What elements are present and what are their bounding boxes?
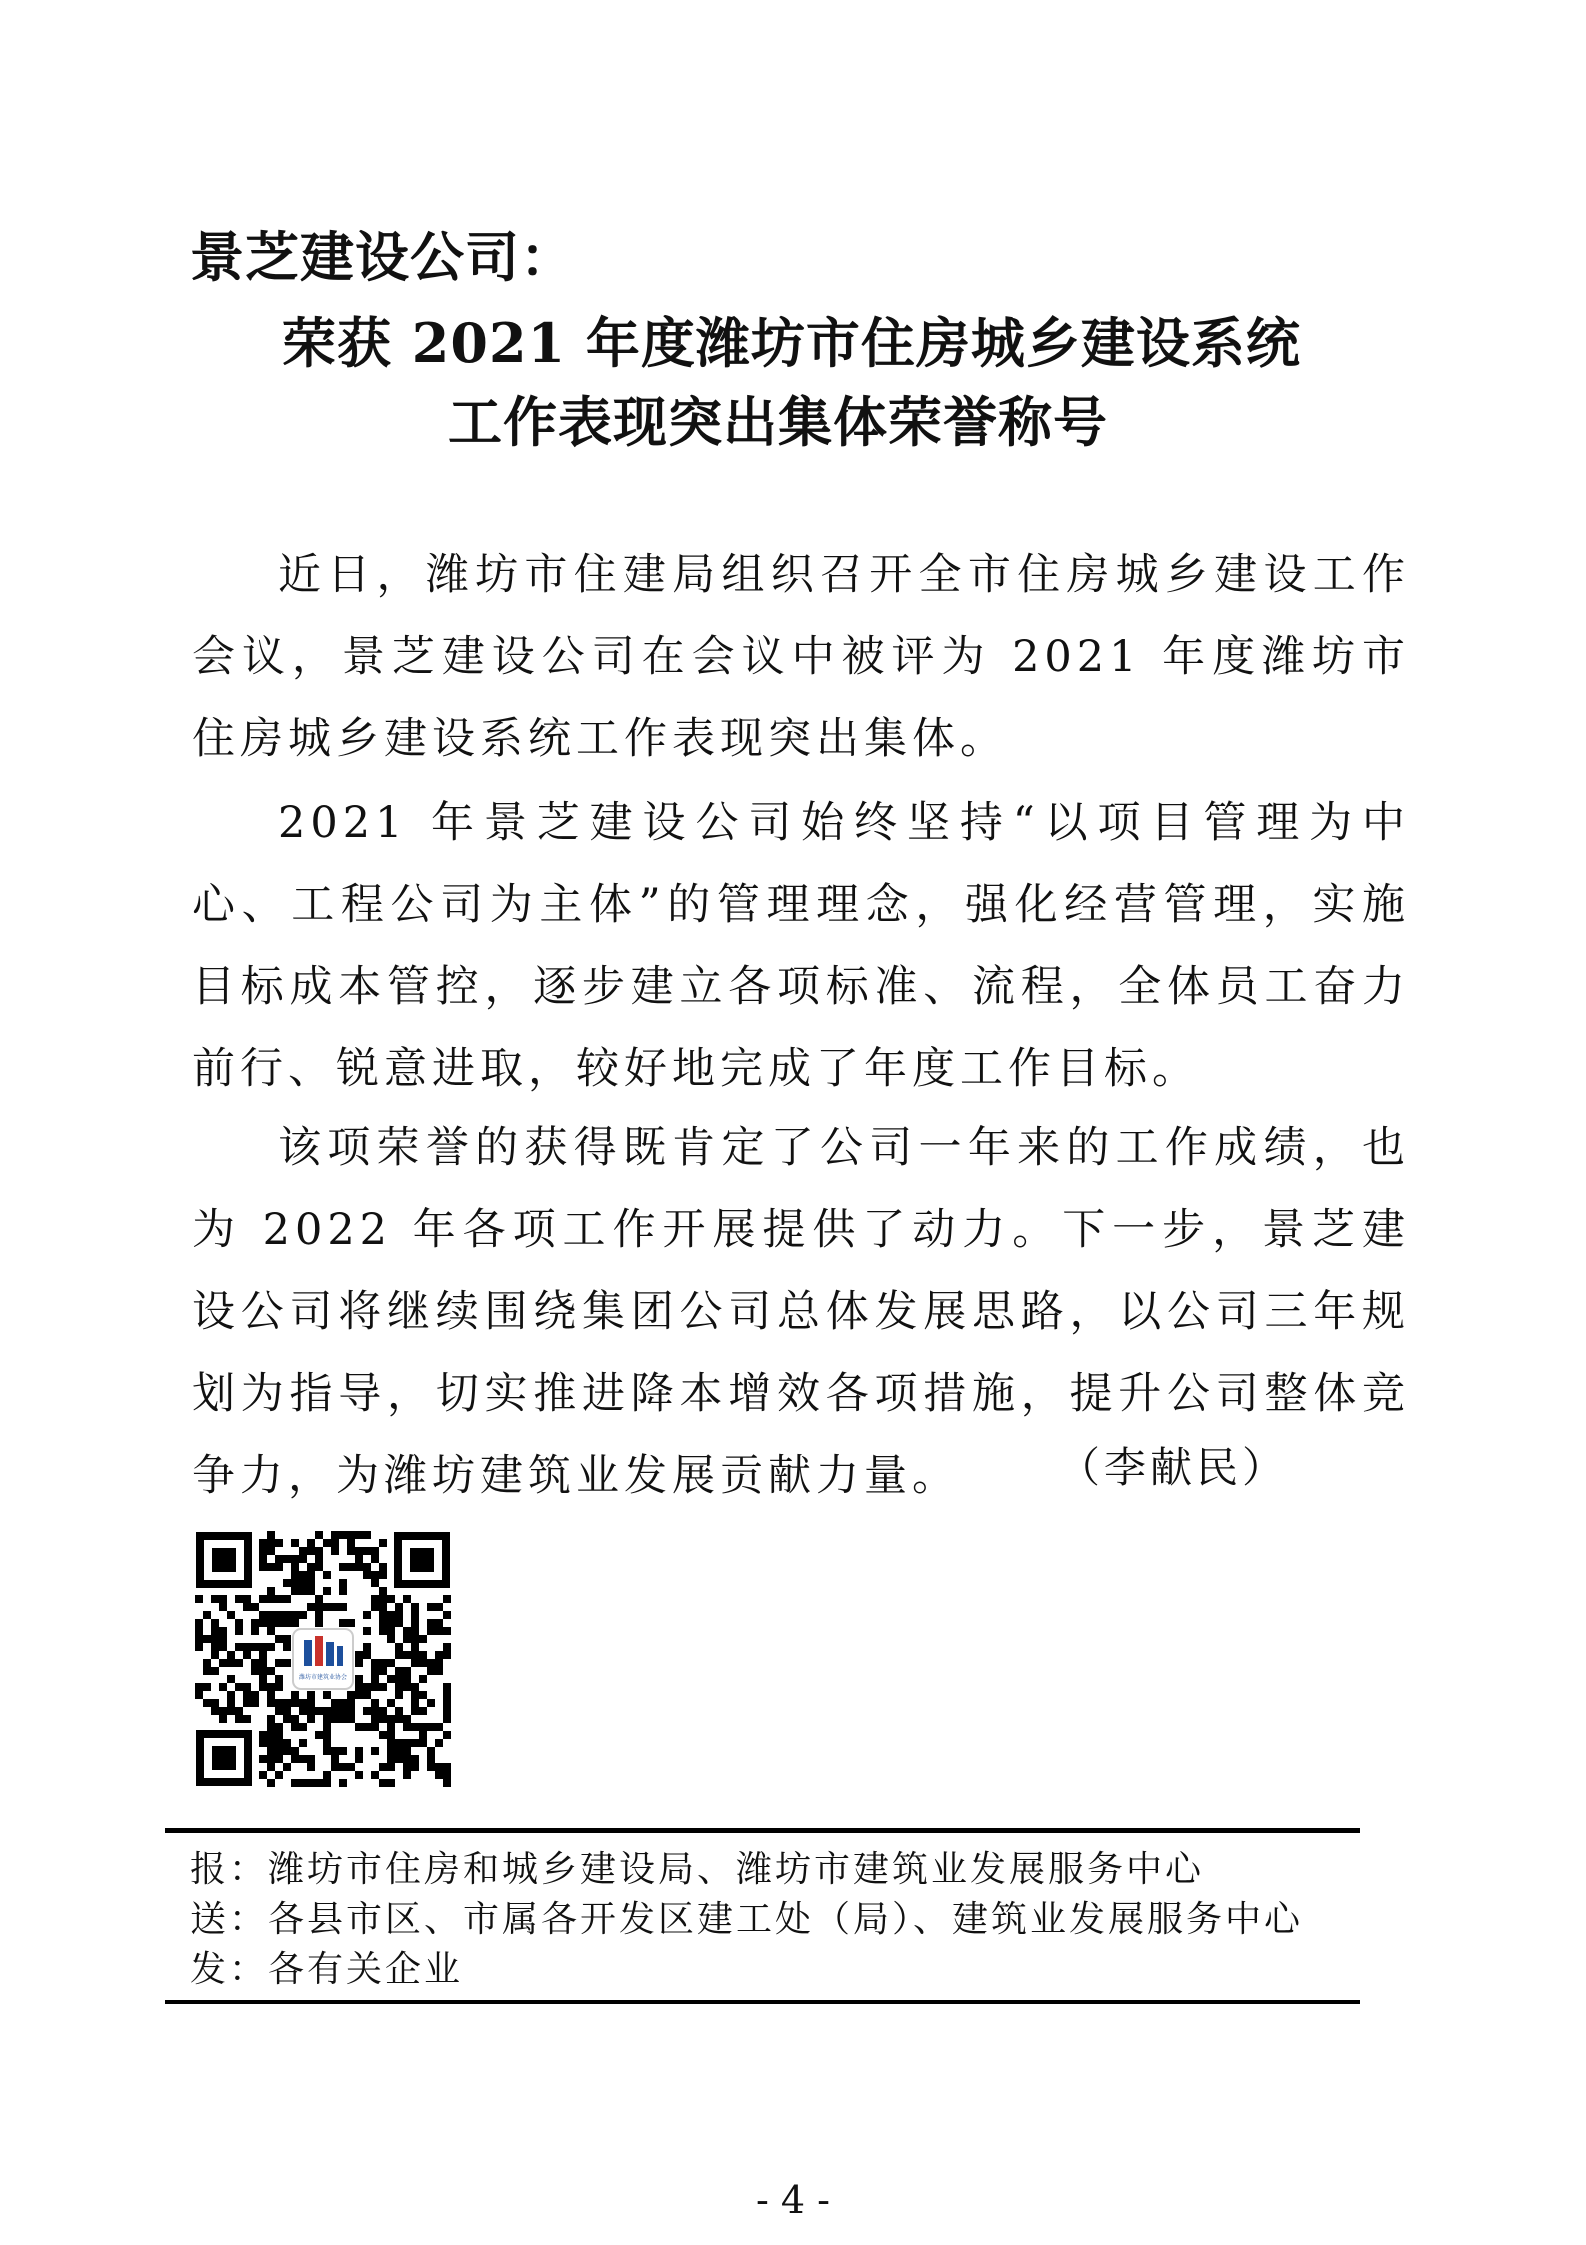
paragraph-text: 该项荣誉的获得既肯定了公司一年来的工作成绩，也为 2022 年各项工作开展提供了动力。下一步，景芝建设公司将继续围绕集团公司总体发展思路，以公司三年规划为指导，切实推进降本增效各项措施，提升公司整体竞争力，为潍坊建筑业发展贡献力量。 bbox=[192, 1123, 1410, 1501]
divider-bottom bbox=[165, 2000, 1360, 2004]
qr-center-logo bbox=[293, 1629, 353, 1689]
qr-logo-caption: 潍坊市建筑业协会 bbox=[298, 1674, 348, 1681]
distribution-label: 发： bbox=[190, 1949, 269, 1990]
distribution-row-send bbox=[190, 1895, 1303, 1945]
distribution-value: 各有关企业 bbox=[268, 1949, 464, 1990]
distribution-value: 潍坊市住房和城乡建设局、潍坊市建筑业发展服务中心 bbox=[268, 1849, 1205, 1890]
qr-finder-bottom-left bbox=[196, 1730, 252, 1786]
qr-finder-top-right bbox=[394, 1532, 450, 1588]
title-line-1: 景芝建设公司： bbox=[190, 225, 575, 289]
title-line-2: 荣获 2021 年度潍坊市住房城乡建设系统 bbox=[282, 311, 1301, 375]
divider-top bbox=[165, 1828, 1360, 1833]
distribution-row-report bbox=[190, 1845, 1303, 1895]
page-number: - 4 - bbox=[755, 2178, 830, 2222]
paragraph-text: 近日，潍坊市住建局组织召开全市住房城乡建设工作会议，景芝建设公司在会议中被评为 2021 年度潍坊市住房城乡建设系统工作表现突出集体。 bbox=[192, 550, 1410, 764]
distribution-value: 各县市区、市属各开发区建工处（局）、建筑业发展服务中心 bbox=[268, 1899, 1304, 1940]
distribution-label: 送： bbox=[190, 1899, 269, 1940]
distribution-row-issue bbox=[190, 1945, 1303, 1995]
qr-finder-top-left bbox=[196, 1532, 252, 1588]
title-line-3: 工作表现突出集体荣誉称号 bbox=[448, 390, 1108, 454]
distribution-label: 报： bbox=[190, 1849, 269, 1890]
author-signature: （李献民） bbox=[1058, 1443, 1289, 1492]
paragraph-2 bbox=[192, 782, 1410, 1110]
qr-code-graphic bbox=[192, 1528, 454, 1790]
paragraph-1 bbox=[192, 534, 1410, 780]
distribution-list bbox=[190, 1845, 1303, 1995]
qr-code-icon bbox=[192, 1528, 454, 1790]
paragraph-text: 2021 年景芝建设公司始终坚持“以项目管理为中心、工程公司为主体”的管理理念，强化经营管理，实施目标成本管控，逐步建立各项标准、流程，全体员工奋力前行、锐意进取，较好地完成了年度工作目标。 bbox=[192, 798, 1410, 1094]
